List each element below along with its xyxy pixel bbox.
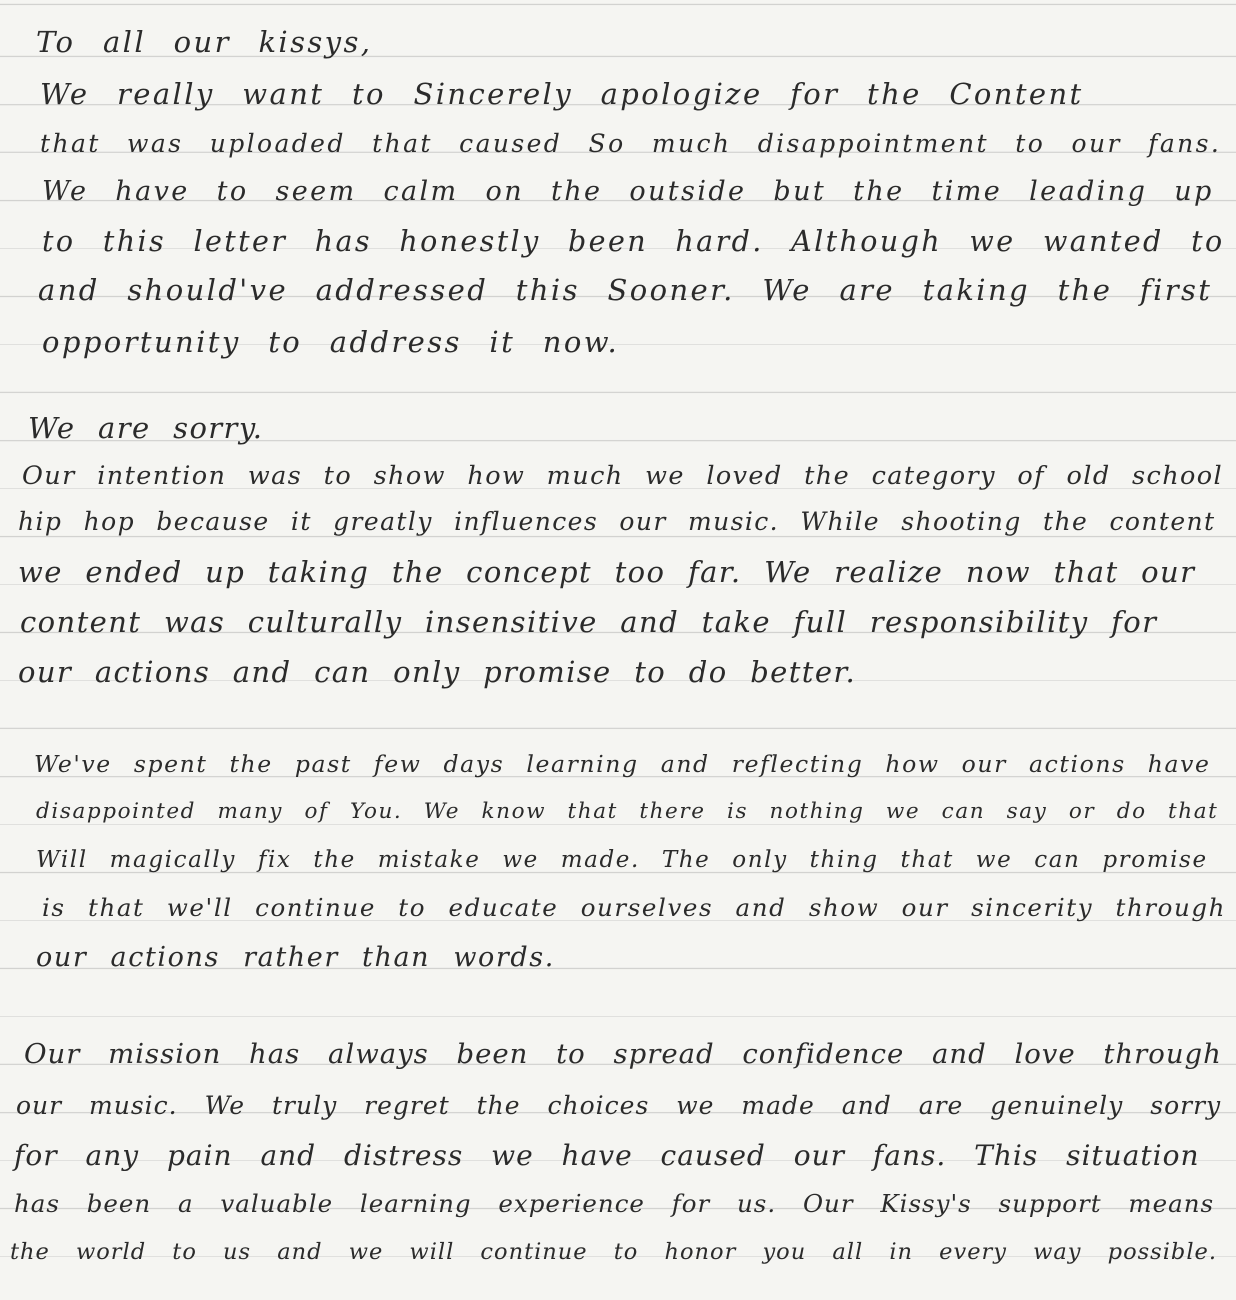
text-line: has been a valuable learning experience for us. Our Kissy's support means bbox=[14, 1189, 1215, 1218]
text-line: We are sorry. bbox=[28, 411, 264, 445]
text-line: To all our kissys, bbox=[36, 25, 373, 59]
text-line: we ended up taking the concept too far. We realize now that our bbox=[18, 555, 1196, 589]
text-line: Our mission has always been to spread confidence and love through bbox=[24, 1038, 1222, 1070]
text-line: and should've addressed this Sooner. We are taking the first bbox=[38, 273, 1213, 307]
text-line: disappointed many of You. We know that there is nothing we can say or do that bbox=[36, 799, 1219, 824]
text-line: Will magically fix the mistake we made. The only thing that we can promise bbox=[36, 847, 1208, 873]
text-line: our actions rather than words. bbox=[36, 942, 555, 973]
text-line: our actions and can only promise to do better. bbox=[18, 655, 857, 689]
text-line: that was uploaded that caused So much disappointment to our fans. bbox=[40, 129, 1222, 158]
text-line: our music. We truly regret the choices we made and are genuinely sorry bbox=[16, 1091, 1222, 1120]
text-line: Our intention was to show how much we loved the category of old school bbox=[22, 461, 1224, 491]
text-line: We have to seem calm on the outside but the time leading up bbox=[42, 176, 1214, 207]
text-line: We really want to Sincerely apologize for the Content bbox=[40, 77, 1084, 111]
text-line: the world to us and we will continue to honor you all in every way possible. bbox=[10, 1239, 1217, 1265]
text-line: is that we'll continue to educate ourselves and show our sincerity through bbox=[42, 893, 1227, 922]
text-line: hip hop because it greatly influences our music. While shooting the content bbox=[18, 507, 1216, 536]
text-line: to this letter has honestly been hard. Although we wanted to bbox=[42, 225, 1225, 258]
text-line: content was culturally insensitive and take full responsibility for bbox=[20, 605, 1158, 639]
text-line: for any pain and distress we have caused our fans. This situation bbox=[14, 1139, 1200, 1172]
text-line: opportunity to address it now. bbox=[42, 325, 620, 359]
text-line: We've spent the past few days learning and reflecting how our actions have bbox=[34, 750, 1211, 778]
